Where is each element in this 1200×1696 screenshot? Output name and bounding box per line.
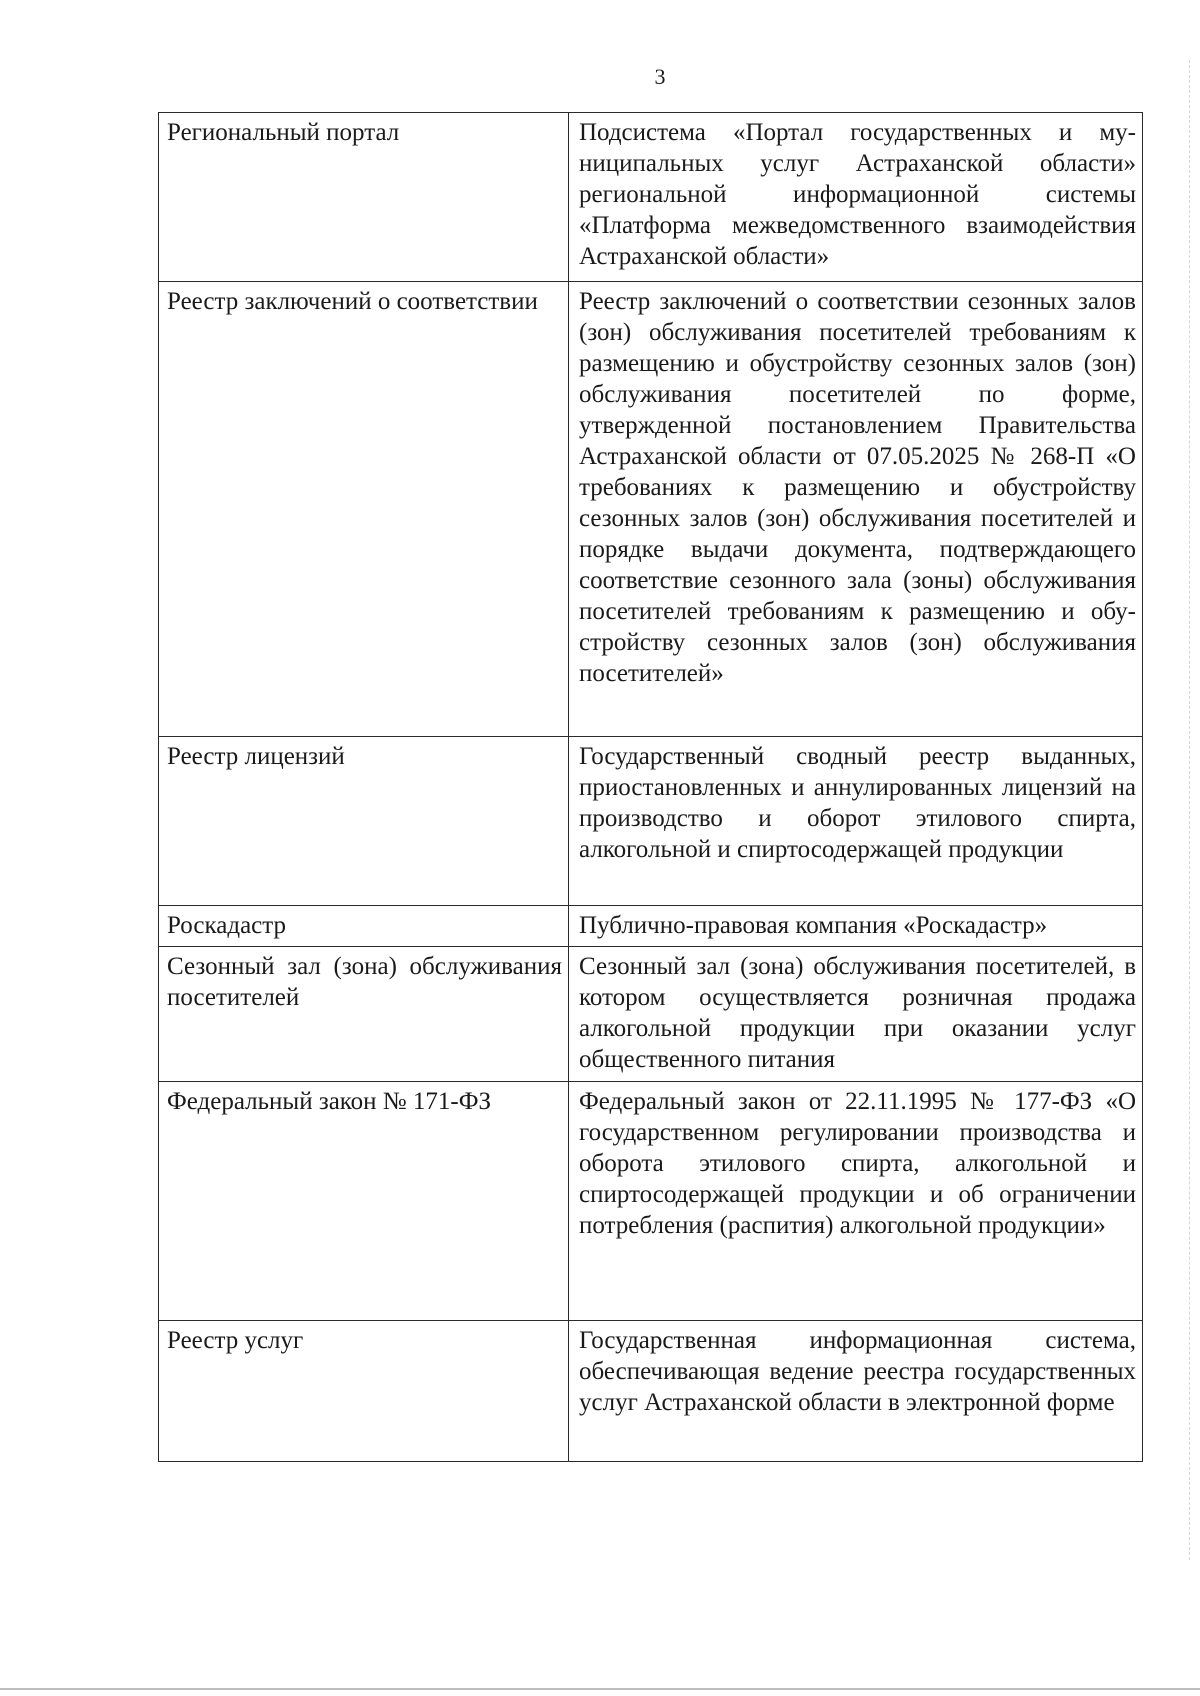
table-row (159, 1082, 1143, 1321)
definition-cell: Сезонный зал (зона) обслуживания посетителей, в котором осуществляется розничная продажа алкогольной продукции при оказании услуг общественного питания (569, 947, 1143, 1082)
definition-cell: Подсистема «Портал государственных и муниципальных услуг Астраханской области» региональной информационной системы «Платформа межведомственного взаимодействия Астраханской области» (569, 113, 1143, 282)
table-row (159, 947, 1143, 1082)
table-row (159, 1321, 1143, 1462)
page-number: 3 (654, 64, 666, 89)
definition-cell: Государственный сводный реестр выданных, приостановленных и аннулированных лицензий на производство и оборот этилового спирта, алкогольной и спиртосодержащей продукции (569, 737, 1143, 906)
term-cell: Роскадастр (159, 906, 569, 947)
term-cell: Реестр заключений о соответствии (159, 282, 569, 737)
definition-cell: Реестр заключений о соответствии сезонных залов (зон) обслуживания посетителей требованиям к размещению и обустройству сезонных залов (зон) обслуживания посетителей по форме, утвержденной постановлением Правительства Астраханской области от 07.05.2025 № 268-П «О требованиях к размещению и обустройству сезонных залов (зон) обслуживания посетителей и порядке выдачи документа, подтверждающего соответствие сезонного зала (зоны) обслуживания посетителей требованиям к размещению и обустройству сезонных залов (зон) обслуживания посетителей» (569, 282, 1143, 737)
term-cell: Региональный портал (159, 113, 569, 282)
definition-cell: Федеральный закон от 22.11.1995 № 177-ФЗ «О государственном регулировании производства и оборота этилового спирта, алкогольной и спиртосодержащей продукции и об ограничении потребления (распития) алкогольной продукции» (569, 1082, 1143, 1321)
scan-edge-mark (1188, 60, 1190, 1560)
term-cell: Сезонный зал (зона) обслуживания посетителей (159, 947, 569, 1082)
definition-cell: Публично-правовая компания «Роскадастр» (569, 906, 1143, 947)
term-cell: Федеральный закон № 171-ФЗ (159, 1082, 569, 1321)
table-row (159, 282, 1143, 737)
table-row (159, 737, 1143, 906)
scan-edge-line (0, 1688, 1200, 1690)
terms-definitions-table (158, 112, 1143, 1462)
table-row (159, 113, 1143, 282)
table-row (159, 906, 1143, 947)
definition-cell: Государственная информационная система, обеспечивающая ведение реестра государственных услуг Астраханской области в электронной форме (569, 1321, 1143, 1462)
term-cell: Реестр лицензий (159, 737, 569, 906)
term-cell: Реестр услуг (159, 1321, 569, 1462)
